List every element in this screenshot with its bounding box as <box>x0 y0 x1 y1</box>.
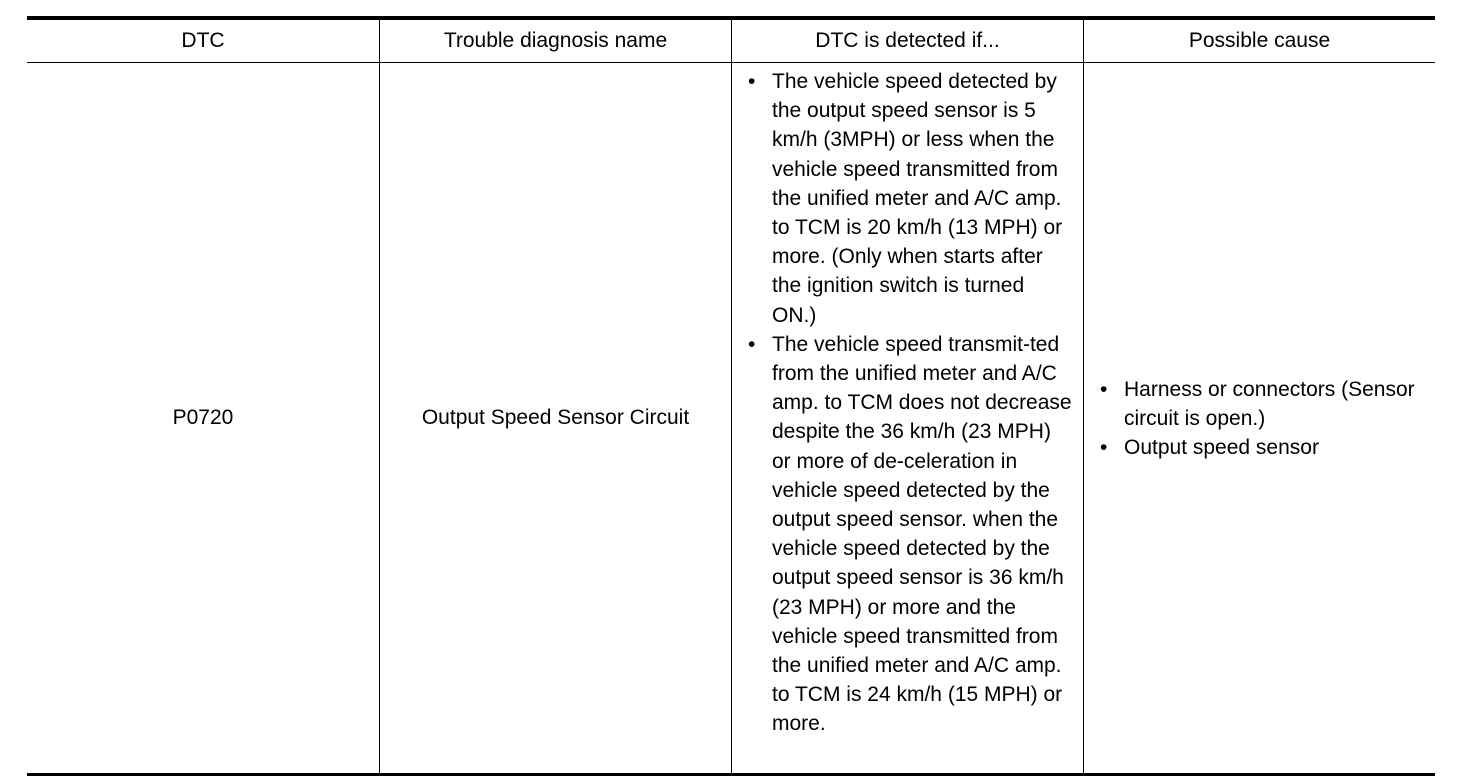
condition-text: The vehicle speed transmit-ted from the unified meter and A/C amp. to TCM does not decrease despite the 36 km/h (23 MPH) or more of de-celeration in vehicle speed detected by the output speed sensor. when the vehicle speed detected by the output speed sensor is 36 km/h (23 MPH) or more and the vehicle speed transmitted from the unified meter and A/C amp. to TCM is 24 km/h (15 MPH) or more. <box>772 332 1072 736</box>
table-row <box>27 63 1435 773</box>
list-item <box>748 330 1073 739</box>
trouble-diagnosis-name: Output Speed Sensor Circuit <box>379 63 731 773</box>
cause-text: Harness or connectors (Sensor circuit is open.) <box>1124 377 1415 430</box>
header-dtc: DTC <box>181 29 225 52</box>
list-item <box>748 67 1073 330</box>
bullet-icon: • <box>748 70 756 93</box>
list-item <box>1100 375 1427 433</box>
possible-cause-cell <box>1083 63 1435 773</box>
header-dtc-detected-if: DTC is detected if... <box>731 20 1083 62</box>
detection-conditions-list <box>748 67 1073 739</box>
condition-text: The vehicle speed detected by the output speed sensor is 5 km/h (3MPH) or less when the vehicle speed transmitted from the unified meter and A/C amp. to TCM is 20 km/h (13 MPH) or more. (Only when starts after the ignition switch is turned ON.) <box>772 70 1063 327</box>
bullet-icon: • <box>1100 435 1108 459</box>
possible-cause-list <box>1100 375 1427 462</box>
table-header-row <box>27 20 1435 63</box>
header-possible-cause: Possible cause <box>1083 20 1435 62</box>
bullet-icon: • <box>748 332 756 356</box>
list-item <box>1100 433 1427 462</box>
detection-conditions-cell <box>731 63 1083 773</box>
dtc-table <box>27 16 1435 776</box>
header-trouble-diagnosis-name: Trouble diagnosis name <box>379 20 731 62</box>
bullet-icon: • <box>1100 377 1108 401</box>
cause-text: Output speed sensor <box>1124 435 1319 459</box>
dtc-code: P0720 <box>172 406 234 429</box>
